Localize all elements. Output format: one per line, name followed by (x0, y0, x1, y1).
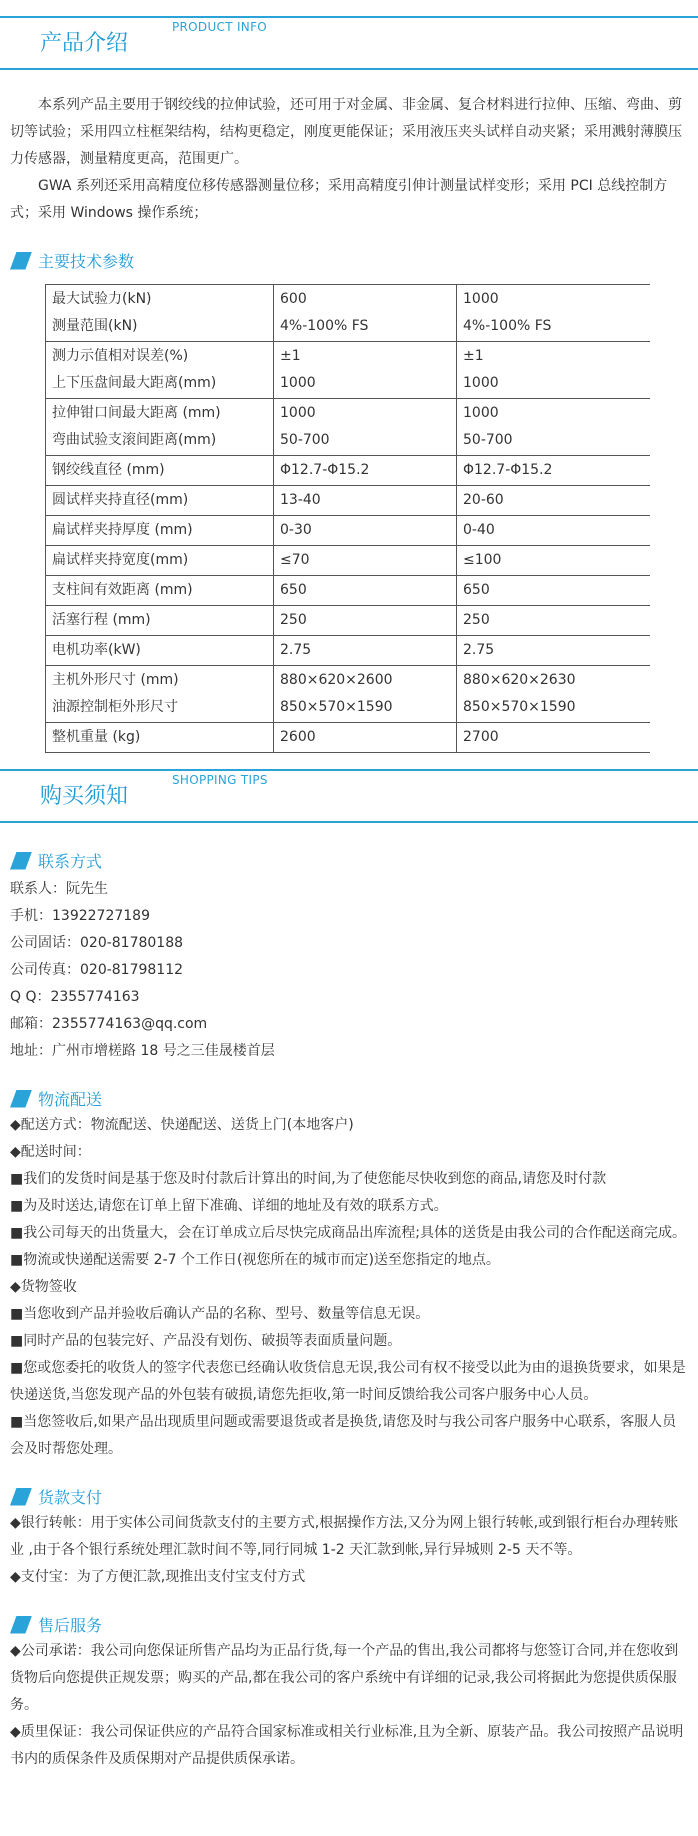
spec-value-600-line: 4%-100% FS (280, 318, 369, 334)
spec-label-line: 支柱间有效距离 (mm) (52, 582, 193, 598)
spec-row (46, 486, 651, 516)
spec-value-1000 (457, 636, 651, 666)
spec-value-600-line: ≤70 (280, 552, 310, 568)
contact-line: 邮箱：2355774163@qq.com (10, 1016, 208, 1032)
spec-value-600 (274, 606, 457, 636)
payment-block (0, 1510, 698, 1591)
spec-value-1000-line: 0-40 (463, 522, 495, 538)
spec-value-600-line: 600 (280, 291, 307, 307)
aftersales-line: ◆公司承诺：我公司向您保证所售产品均为正品行货,每一个产品的售出,我公司都将与您签订合同,并在您收到货物后向您提供正规发票；购买的产品,都在我公司的客户系统中有详细的记录,我公司将据此为您提供质保服务。 (10, 1643, 679, 1713)
spec-value-600 (274, 546, 457, 576)
spec-value-1000-line: 650 (463, 582, 490, 598)
spec-value-1000-line: 1000 (463, 405, 499, 421)
logistics-title: 物流配送 (38, 1090, 103, 1109)
spec-value-600-line: ±1 (280, 348, 301, 364)
shopping-tips-header (0, 769, 698, 823)
spec-value-1000-line: 2.75 (463, 642, 495, 658)
spec-row (46, 546, 651, 576)
contact-line: 地址：广州市增槎路 18 号之三佳晟楼首层 (10, 1043, 275, 1059)
spec-label-line: 油源控制柜外形尺寸 (52, 699, 178, 715)
spec-value-1000 (457, 516, 651, 546)
spec-value-1000-line: 250 (463, 612, 490, 628)
logistics-line: ◆配送方式：物流配送、快递配送、送货上门(本地客户) (10, 1117, 354, 1133)
spec-value-1000-line: 1000 (463, 291, 499, 307)
spec-row (46, 285, 651, 342)
spec-label-line: 圆试样夹持直径(mm) (52, 492, 189, 508)
spec-label-line: 测力示值相对误差(%) (52, 348, 189, 364)
spec-value-1000 (457, 666, 651, 723)
spec-value-1000-line: ≤100 (463, 552, 502, 568)
spec-value-1000-line: 2700 (463, 729, 499, 745)
spec-value-600-line: 2.75 (280, 642, 312, 658)
payment-line: ◆支付宝：为了方便汇款,现推出支付宝支付方式 (10, 1569, 306, 1585)
spec-value-1000-line: 20-60 (463, 492, 504, 508)
spec-row (46, 723, 651, 753)
spec-row (46, 399, 651, 456)
aftersales-block (0, 1638, 698, 1773)
logistics-line: ■物流或快递配送需要 2-7 个工作日(视您所在的城市而定)送至您指定的地点。 (10, 1252, 500, 1268)
spec-row (46, 636, 651, 666)
spec-value-600-line: 1000 (280, 405, 316, 421)
spec-label-line: 上下压盘间最大距离(mm) (52, 375, 217, 391)
spec-label-line: 最大试验力(kN) (52, 291, 152, 307)
spec-label (46, 285, 274, 342)
spec-value-1000-line: ±1 (463, 348, 484, 364)
spec-value-600-line: 1000 (280, 375, 316, 391)
spec-value-600 (274, 456, 457, 486)
spec-value-600-line: 850×570×1590 (280, 699, 393, 715)
spec-label-line: 主机外形尺寸 (mm) (52, 672, 179, 688)
contact-line: 公司传真：020-81798112 (10, 962, 184, 978)
shopping-tips-title-en: SHOPPING TIPS (172, 773, 268, 787)
spec-value-1000 (457, 399, 651, 456)
spec-value-1000 (457, 546, 651, 576)
spec-row (46, 576, 651, 606)
payment-subheader (10, 1485, 698, 1508)
spec-label (46, 486, 274, 516)
payment-line: ◆银行转帐：用于实体公司间货款支付的主要方式,根据操作方法,又分为网上银行转帐,或到银行柜台办理转账业 ,由于各个银行系统处理汇款时间不等,同行同城 1-2 天汇款到帐,异行异城则 2-5 天不等。 (10, 1515, 679, 1558)
shopping-tips-title: 购买须知 (40, 784, 129, 809)
spec-label (46, 723, 274, 753)
spec-label-line: 弯曲试验支滚间距离(mm) (52, 432, 217, 448)
payment-title: 货款支付 (38, 1488, 103, 1507)
spec-label-line: 整机重量 (kg) (52, 729, 141, 745)
spec-label (46, 399, 274, 456)
logistics-block (0, 1112, 698, 1463)
intro-paragraph: GWA 系列还采用高精度位移传感器测量位移；采用高精度引伸计测量试样变形；采用 PCI 总线控制方式；采用 Windows 操作系统； (10, 178, 668, 221)
spec-value-600-line: 13-40 (280, 492, 321, 508)
spec-value-600 (274, 666, 457, 723)
product-info-title-en: PRODUCT INFO (172, 20, 268, 34)
spec-label (46, 342, 274, 399)
spec-value-1000 (457, 486, 651, 516)
section-marker-icon (10, 852, 32, 870)
spec-value-600 (274, 342, 457, 399)
contact-line: Q Q：2355774163 (10, 989, 140, 1005)
spec-value-600 (274, 636, 457, 666)
logistics-subheader (10, 1087, 698, 1110)
product-info-header (0, 16, 698, 70)
specs-subheader (10, 249, 698, 272)
product-intro (0, 70, 698, 227)
contact-line: 联系人：阮先生 (10, 881, 108, 897)
section-marker-icon (10, 1616, 32, 1634)
spec-label (46, 546, 274, 576)
spec-value-600-line: 2600 (280, 729, 316, 745)
spec-label-line: 扁试样夹持宽度(mm) (52, 552, 189, 568)
contact-block (0, 876, 698, 1065)
logistics-line: ■同时产品的包装完好、产品没有划伤、破损等表面质量问题。 (10, 1333, 402, 1349)
spec-label (46, 666, 274, 723)
logistics-line: ■我公司每天的出货量大，会在订单成立后尽快完成商品出库流程;具体的送货是由我公司的合作配送商完成。 (10, 1225, 686, 1241)
spec-value-1000-line: 50-700 (463, 432, 513, 448)
product-info-title: 产品介绍 (40, 31, 129, 56)
spec-label (46, 576, 274, 606)
spec-value-600-line: 0-30 (280, 522, 312, 538)
contact-line: 手机：13922727189 (10, 908, 150, 924)
spec-label (46, 606, 274, 636)
logistics-line: ■我们的发货时间是基于您及时付款后计算出的时间,为了使您能尽快收到您的商品,请您及时付款 (10, 1171, 607, 1187)
spec-value-1000 (457, 285, 651, 342)
section-marker-icon (10, 1488, 32, 1506)
spec-label-line: 活塞行程 (mm) (52, 612, 151, 628)
aftersales-subheader (10, 1613, 698, 1636)
spec-row (46, 516, 651, 546)
spec-table (45, 284, 650, 753)
spec-row (46, 666, 651, 723)
spec-label-line: 拉伸钳口间最大距离 (mm) (52, 405, 221, 421)
page (0, 16, 698, 1773)
spec-value-600-line: 250 (280, 612, 307, 628)
spec-value-600-line: Φ12.7-Φ15.2 (280, 462, 370, 478)
spec-value-1000 (457, 723, 651, 753)
spec-label (46, 456, 274, 486)
logistics-line: ■为及时送达,请您在订单上留下准确、详细的地址及有效的联系方式。 (10, 1198, 448, 1214)
spec-value-600 (274, 576, 457, 606)
spec-label-line: 钢绞线直径 (mm) (52, 462, 165, 478)
logistics-line: ■当您签收后,如果产品出现质里问题或需要退货或者是换货,请您及时与我公司客户服务中心联系，客服人员会及时帮您处理。 (10, 1414, 677, 1457)
aftersales-title: 售后服务 (38, 1616, 103, 1635)
section-marker-icon (10, 252, 32, 270)
spec-value-600 (274, 486, 457, 516)
spec-value-1000-line: 1000 (463, 375, 499, 391)
spec-label-line: 电机功率(kW) (52, 642, 141, 658)
spec-value-600 (274, 723, 457, 753)
spec-value-1000 (457, 342, 651, 399)
spec-value-600-line: 880×620×2600 (280, 672, 393, 688)
spec-value-1000-line: Φ12.7-Φ15.2 (463, 462, 553, 478)
logistics-line: ◆配送时间： (10, 1144, 91, 1160)
spec-value-600 (274, 399, 457, 456)
section-marker-icon (10, 1090, 32, 1108)
spec-value-600 (274, 285, 457, 342)
specs-title: 主要技术参数 (38, 252, 135, 271)
contact-line: 公司固话：020-81780188 (10, 935, 184, 951)
spec-value-1000 (457, 576, 651, 606)
spec-value-1000-line: 850×570×1590 (463, 699, 576, 715)
spec-value-1000-line: 880×620×2630 (463, 672, 576, 688)
spec-label (46, 516, 274, 546)
intro-paragraph: 本系列产品主要用于钢绞线的拉伸试验，还可用于对金属、非金属、复合材料进行拉伸、压缩、弯曲、剪切等试验；采用四立柱框架结构，结构更稳定，刚度更能保证；采用液压夹头试样自动夹紧；采用溅射薄膜压力传感器，测量精度更高，范围更广。 (10, 97, 682, 167)
contact-subheader (10, 849, 698, 872)
spec-value-600 (274, 516, 457, 546)
spec-row (46, 456, 651, 486)
spec-value-1000 (457, 606, 651, 636)
spec-value-600-line: 50-700 (280, 432, 330, 448)
spec-label-line: 测量范围(kN) (52, 318, 138, 334)
spec-value-1000-line: 4%-100% FS (463, 318, 552, 334)
spec-row (46, 342, 651, 399)
spec-label-line: 扁试样夹持厚度 (mm) (52, 522, 193, 538)
aftersales-line: ◆质里保证：我公司保证供应的产品符合国家标准或相关行业标准,且为全新、原装产品。我公司按照产品说明书内的质保条件及质保期对产品提供质保承诺。 (10, 1724, 684, 1767)
logistics-line: ■当您收到产品并验收后确认产品的名称、型号、数量等信息无误。 (10, 1306, 430, 1322)
spec-label (46, 636, 274, 666)
contact-title: 联系方式 (38, 852, 103, 871)
spec-row (46, 606, 651, 636)
logistics-line: ◆货物签收 (10, 1279, 77, 1295)
logistics-line: ■您或您委托的收货人的签字代表您已经确认收货信息无误,我公司有权不接受以此为由的退换货要求，如果是快递送货,当您发现产品的外包装有破损,请您先拒收,第一时间反馈给我公司客户服务中心人员。 (10, 1360, 686, 1403)
spec-value-600-line: 650 (280, 582, 307, 598)
spec-value-1000 (457, 456, 651, 486)
